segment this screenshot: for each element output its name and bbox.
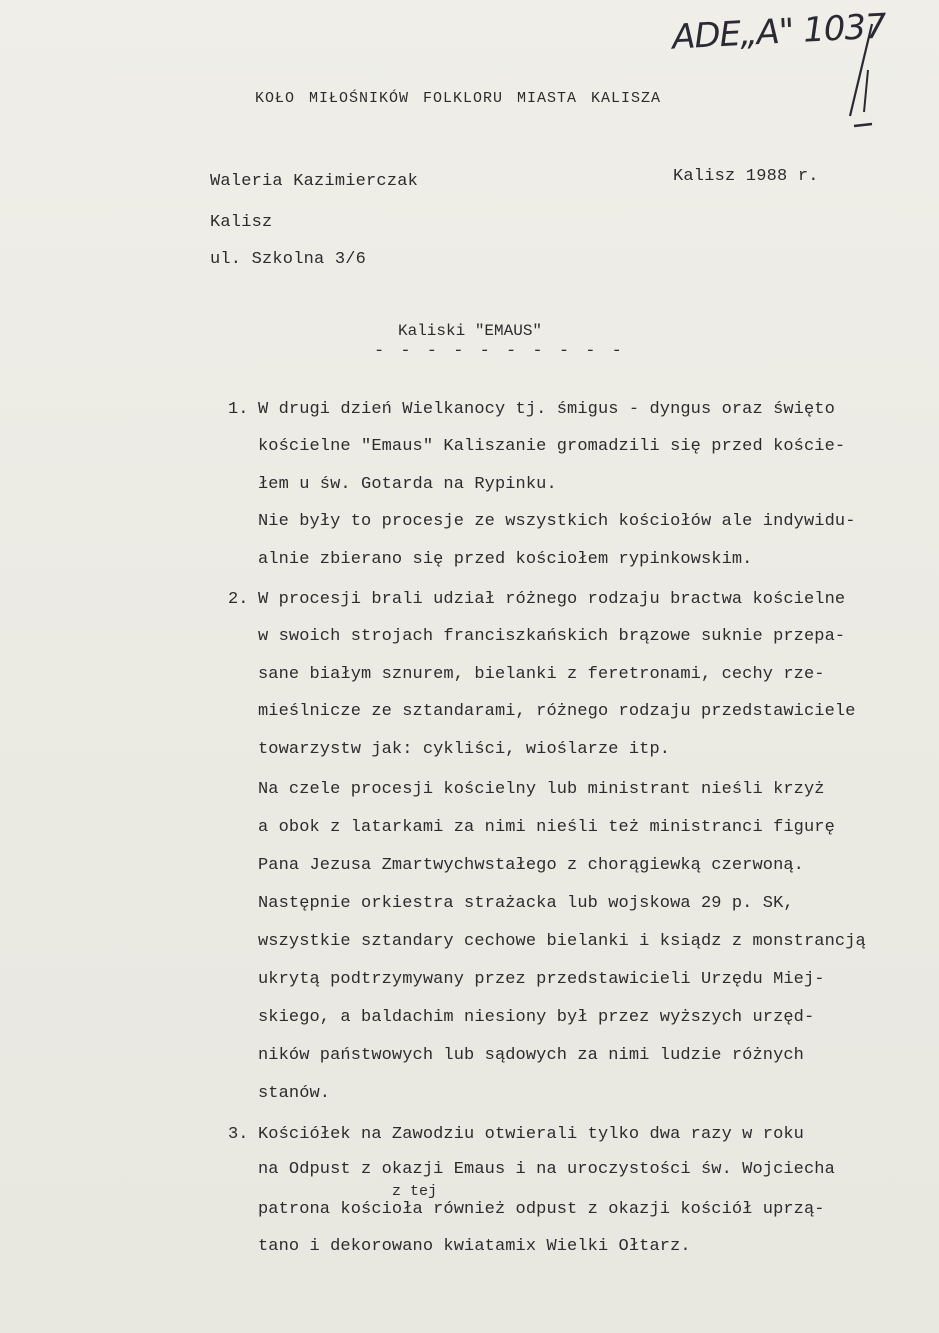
title-underline: - - - - - - - - - - xyxy=(374,342,625,361)
place-date: Kalisz 1988 r. xyxy=(673,167,819,186)
text-line: W procesji brali udział różnego rodzaju bractwa kościelne xyxy=(258,590,846,609)
text-line: a obok z latarkami za nimi nieśli też ministranci figurę xyxy=(258,818,835,837)
item-number: 3. xyxy=(228,1125,249,1144)
item-number: 1. xyxy=(228,400,249,419)
text-line: W drugi dzień Wielkanocy tj. śmigus - dyngus oraz święto xyxy=(258,400,835,419)
text-line: wszystkie sztandary cechowe bielanki i ksiądz z monstrancją xyxy=(258,932,866,951)
author-name: Waleria Kazimierczak xyxy=(210,172,419,191)
text-line: Nie były to procesje ze wszystkich kościołów ale indywidu- xyxy=(258,512,856,531)
text-line: łem u św. Gotarda na Rypinku. xyxy=(258,475,557,494)
author-city: Kalisz xyxy=(210,213,273,232)
text-line: towarzystw jak: cykliści, wioślarze itp. xyxy=(258,740,671,759)
text-line: Kościółek na Zawodziu otwierali tylko dwa razy w roku xyxy=(258,1125,804,1144)
text-line: w swoich strojach franciszkańskich brązowe suknie przepa- xyxy=(258,627,846,646)
text-line: patrona kościoła również odpust z okazji kościół uprzą- xyxy=(258,1200,825,1219)
archive-signature: ADE„A" 1037 xyxy=(671,6,887,58)
text-line: kościelne "Emaus" Kaliszanie gromadzili się przed koście- xyxy=(258,437,846,456)
text-line: ukrytą podtrzymywany przez przedstawicieli Urzędu Miej- xyxy=(258,970,825,989)
archive-slash-mark xyxy=(842,20,882,140)
text-line: stanów. xyxy=(258,1084,331,1103)
author-street: ul. Szkolna 3/6 xyxy=(210,250,367,269)
document-title: Kaliski "EMAUS" xyxy=(398,322,543,340)
item-number: 2. xyxy=(228,590,249,609)
text-line: Następnie orkiestra strażacka lub wojskowa 29 p. SK, xyxy=(258,894,794,913)
organization-header: KOŁO MIŁOŚNIKÓW FOLKLORU MIASTA KALISZA xyxy=(255,90,662,107)
text-line: tano i dekorowano kwiatamix Wielki Ołtarz. xyxy=(258,1237,691,1256)
text-line: na Odpust z okazji Emaus i na uroczystości św. Wojciecha xyxy=(258,1160,835,1179)
text-line: mieślnicze ze sztandarami, różnego rodzaju przedstawiciele xyxy=(258,702,856,721)
text-line: Na czele procesji kościelny lub ministrant nieśli krzyż xyxy=(258,780,825,799)
text-line: ników państwowych lub sądowych za nimi ludzie różnych xyxy=(258,1046,804,1065)
text-line: alnie zbierano się przed kościołem rypinkowskim. xyxy=(258,550,753,569)
text-line: sane białym sznurem, bielanki z feretronami, cechy rze- xyxy=(258,665,825,684)
text-line: Pana Jezusa Zmartwychwstałego z chorągiewką czerwoną. xyxy=(258,856,804,875)
interlinear-insertion: z tej xyxy=(392,1183,438,1200)
text-line: skiego, a baldachim niesiony był przez wyższych urzęd- xyxy=(258,1008,815,1027)
